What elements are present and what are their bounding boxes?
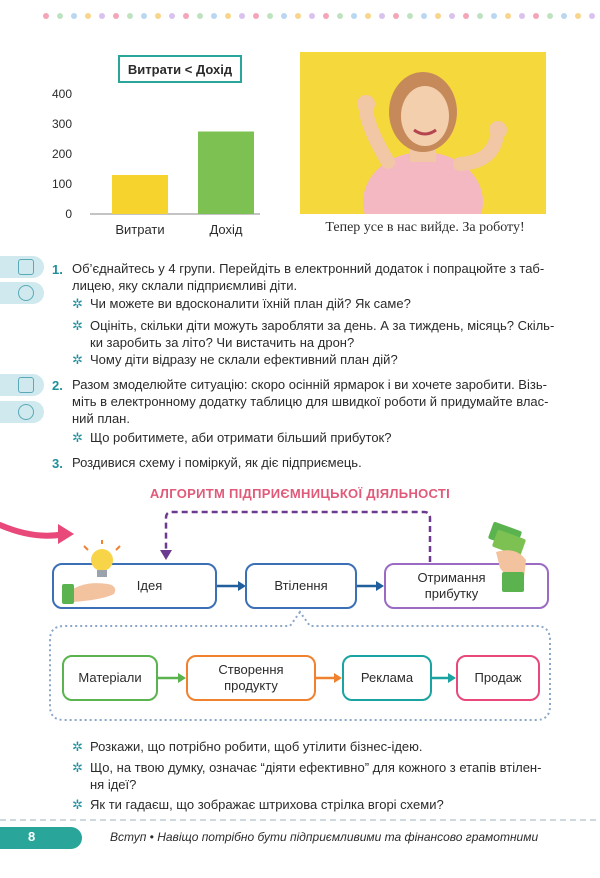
decor-dot (575, 13, 581, 19)
decor-dot (267, 13, 273, 19)
task-2-number: 2. (52, 378, 63, 393)
footer-dashed-line (0, 818, 600, 822)
decor-dot (141, 13, 147, 19)
bar-expenses (112, 175, 168, 214)
bottom-question-2-line2: ня ідеї? (90, 777, 137, 792)
y-tick-label: 300 (51, 117, 72, 131)
decor-dot (43, 13, 49, 19)
decor-dot (435, 13, 441, 19)
decor-dot (379, 13, 385, 19)
task-2-line1: Разом змоделюйте ситуацію: скоро осінній ярмарок і ви хочете заробити. Візь- (72, 377, 547, 392)
decor-dot (463, 13, 469, 19)
sun-icon: ✲ (72, 430, 83, 445)
page-number: 8 (28, 829, 36, 844)
decor-dot (295, 13, 301, 19)
sun-icon: ✲ (72, 739, 83, 754)
decor-dot (323, 13, 329, 19)
box-sale-label: Продаж (474, 670, 522, 685)
y-tick-label: 0 (65, 207, 72, 221)
decor-dot (449, 13, 455, 19)
sun-icon: ✲ (72, 318, 83, 333)
y-tick-label: 100 (51, 177, 72, 191)
decor-dot (589, 13, 595, 19)
bar-income (198, 132, 254, 215)
decor-dot (365, 13, 371, 19)
box-implementation-label: Втілення (274, 578, 328, 593)
bottom-question-2-line1: Що, на твою думку, означає “діяти ефективно” для кожного з етапів втілен- (90, 760, 542, 775)
decor-dot (407, 13, 413, 19)
box-profit-line2: прибутку (424, 586, 479, 601)
photo-girl-thumbs-up (300, 52, 546, 214)
box-product-line1: Створення (218, 662, 284, 677)
decor-dot (393, 13, 399, 19)
decor-dot (239, 13, 245, 19)
bottom-question-3: Як ти гадаєш, що зображає штрихова стрілка вгорі схеми? (90, 797, 444, 812)
decor-dot (71, 13, 77, 19)
chart-title: Витрати < Дохід (118, 55, 242, 83)
top-dotted-border (40, 12, 600, 20)
x-category-label: Витрати (115, 222, 165, 237)
box-profit-line1: Отримання (417, 570, 486, 585)
decor-dot (337, 13, 343, 19)
box-materials (62, 655, 158, 701)
photo-caption: Тепер усе в нас вийде. За роботу! (325, 220, 525, 235)
grid-icon (18, 259, 34, 275)
box-product-creation (186, 655, 316, 701)
task-1-question-2-line2: ки заробить за літо? Чи вистачить на дрон? (90, 335, 355, 350)
task-1-question-3: Чому діти відразу не склали ефективний план дій? (90, 352, 398, 367)
decor-dot (561, 13, 567, 19)
pink-pointer-arrow (0, 525, 64, 536)
decor-dot (519, 13, 525, 19)
task-1-question-2-line1: Оцініть, скільки діти можуть заробляти за день. А за тиждень, місяць? Скіль- (90, 318, 555, 333)
box-idea-label: Ідея (136, 578, 163, 593)
decor-dot (197, 13, 203, 19)
task-2-question-1: Що робитимете, аби отримати більший прибуток? (90, 430, 392, 445)
decor-dot (169, 13, 175, 19)
y-tick-label: 400 (51, 87, 72, 101)
decor-dot (533, 13, 539, 19)
y-tick-label: 200 (51, 147, 72, 161)
decor-dot (85, 13, 91, 19)
group-icon (18, 285, 34, 301)
task-1-line1: Об’єднайтесь у 4 групи. Перейдіть в електронний додаток і попрацюйте з таб- (72, 261, 545, 276)
side-tab-group[interactable] (0, 282, 44, 304)
decor-dot (491, 13, 497, 19)
task-3-line1: Роздивися схему і поміркуй, як діє підприємець. (72, 455, 362, 470)
box-advertising (342, 655, 432, 701)
decor-dot (547, 13, 553, 19)
task-2-line3: ний план. (72, 411, 130, 426)
decor-dot (183, 13, 189, 19)
sun-icon: ✲ (72, 760, 83, 775)
box-product-line2: продукту (224, 678, 278, 693)
box-materials-label: Матеріали (78, 670, 142, 685)
side-tab-group-2[interactable] (0, 401, 44, 423)
footer-section-title: Вступ • Навіщо потрібно бути підприємливими та фінансово грамотними (110, 830, 539, 844)
sun-icon: ✲ (72, 296, 83, 311)
task-1-question-1: Чи можете ви вдосконалити їхній план дій? Як саме? (90, 296, 411, 311)
decor-dot (57, 13, 63, 19)
side-tab-digital[interactable] (0, 256, 44, 278)
decor-dot (127, 13, 133, 19)
page-number-tab (0, 827, 82, 849)
diagram-title: АЛГОРИТМ ПІДПРИЄМНИЦЬКОЇ ДІЯЛЬНОСТІ (149, 486, 451, 501)
bar-chart (40, 80, 270, 245)
box-sale (456, 655, 540, 701)
decor-dot (99, 13, 105, 19)
sun-icon: ✲ (72, 797, 83, 812)
decor-dot (225, 13, 231, 19)
task-3-number: 3. (52, 456, 63, 471)
decor-dot (281, 13, 287, 19)
decor-dot (211, 13, 217, 19)
decor-dot (351, 13, 357, 19)
task-1-line2: лицею, яку склали підприємливі діти. (72, 278, 298, 293)
grid-icon (18, 377, 34, 393)
group-icon (18, 404, 34, 420)
lightbulb-hand-icon (62, 540, 122, 606)
box-advertising-label: Реклама (360, 670, 414, 685)
task-1-number: 1. (52, 262, 63, 277)
money-hand-icon (486, 516, 542, 594)
decor-dot (155, 13, 161, 19)
dashed-loop-arrow (166, 512, 430, 562)
task-2-line2: міть в електронному додатку таблицю для швидкої роботи й придумайте влас- (72, 394, 549, 409)
x-category-label: Дохід (209, 222, 243, 237)
decor-dot (253, 13, 259, 19)
sun-icon: ✲ (72, 352, 83, 367)
decor-dot (113, 13, 119, 19)
side-tab-digital-2[interactable] (0, 374, 44, 396)
decor-dot (309, 13, 315, 19)
bottom-question-1: Розкажи, що потрібно робити, щоб утілити бізнес-ідею. (90, 739, 423, 754)
box-implementation (245, 563, 357, 609)
decor-dot (421, 13, 427, 19)
decor-dot (505, 13, 511, 19)
decor-dot (477, 13, 483, 19)
